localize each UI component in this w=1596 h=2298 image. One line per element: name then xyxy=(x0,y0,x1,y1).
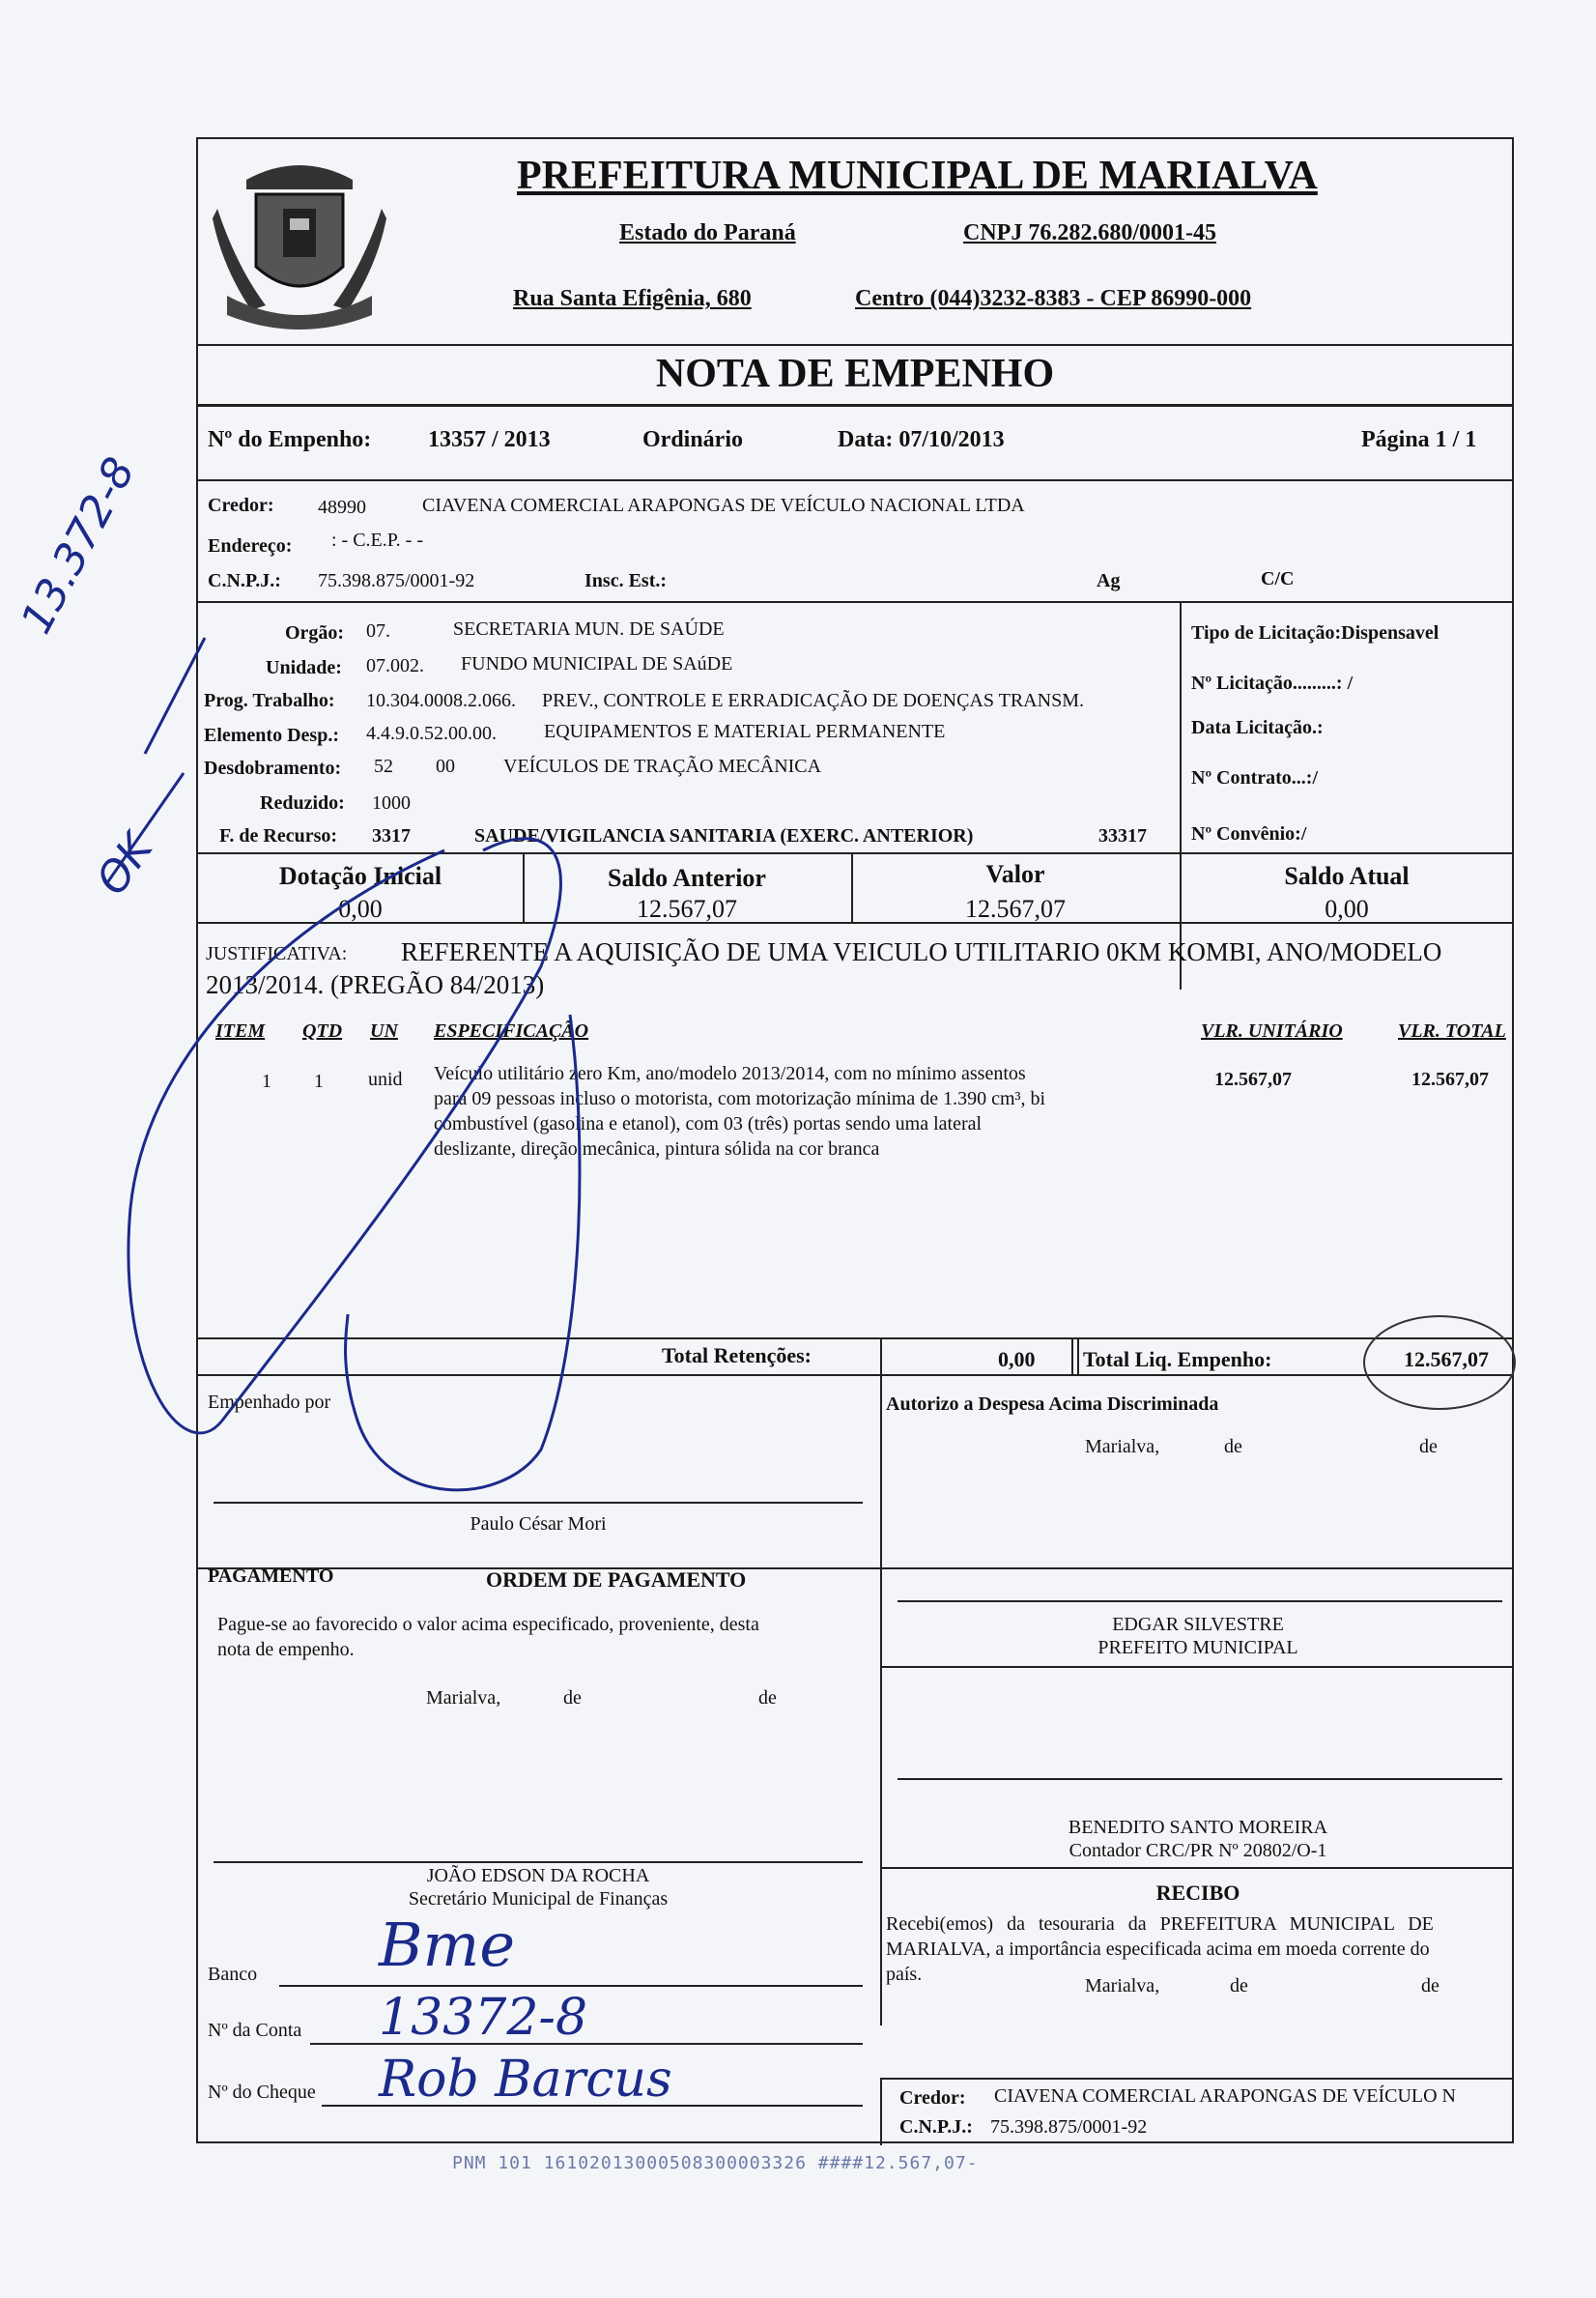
total-liq-value: 12.567,07 xyxy=(1404,1347,1489,1371)
total-liq-label: Total Liq. Empenho: xyxy=(1083,1347,1272,1371)
margin-handwritten-number: 13.372-8 xyxy=(12,449,145,642)
ag-label: Ag xyxy=(1097,570,1121,591)
cnpj-header: CNPJ 76.282.680/0001-45 xyxy=(963,220,1216,245)
contador-role: Contador CRC/PR Nº 20802/O-1 xyxy=(1069,1840,1327,1861)
secretario-name: JOÃO EDSON DA ROCHA xyxy=(426,1865,650,1886)
pagamento-text-2: nota de empenho. xyxy=(217,1639,355,1660)
col-vlr-total: VLR. TOTAL xyxy=(1398,1020,1506,1042)
margin-handwritten-ok: OK xyxy=(87,824,163,905)
secretario-role: Secretário Municipal de Finanças xyxy=(408,1888,669,1910)
autorizo-de-1: de xyxy=(1224,1436,1242,1457)
credor-label: Credor: xyxy=(208,495,274,516)
orgao-code: 07. xyxy=(366,620,390,642)
col-item: ITEM xyxy=(215,1020,266,1042)
insc-est-label: Insc. Est.: xyxy=(584,570,668,591)
numero-convenio: Nº Convênio:/ xyxy=(1191,823,1307,845)
rodape-credor-name: CIAVENA COMERCIAL ARAPONGAS DE VEÍCULO N xyxy=(994,2085,1456,2107)
valor-value: 12.567,07 xyxy=(965,895,1066,923)
dotacao-inicial-value: 0,00 xyxy=(338,895,383,923)
valor-label: Valor xyxy=(985,860,1045,888)
item-number: 1 xyxy=(262,1071,271,1092)
empenho-type: Ordinário xyxy=(642,427,744,452)
col-qtd: QTD xyxy=(302,1020,343,1042)
justificativa-label: JUSTIFICATIVA: xyxy=(206,943,348,964)
item-spec-line-4: deslizante, direção mecânica, pintura sólida na cor branca xyxy=(434,1138,880,1160)
district-phone: Centro (044)3232-8383 - CEP 86990-000 xyxy=(855,286,1252,311)
institution-title: PREFEITURA MUNICIPAL DE MARIALVA xyxy=(517,154,1318,198)
prog-code: 10.304.0008.2.066. xyxy=(366,690,516,711)
saldo-anterior-label: Saldo Anterior xyxy=(608,864,766,892)
col-vlr-unitario: VLR. UNITÁRIO xyxy=(1201,1020,1343,1042)
empenhado-por-label: Empenhado por xyxy=(208,1392,331,1413)
endereco-label: Endereço: xyxy=(208,535,293,557)
credor-name: CIAVENA COMERCIAL ARAPONGAS DE VEÍCULO NACIONAL LTDA xyxy=(422,495,1025,516)
state-name: Estado do Paraná xyxy=(619,220,796,245)
item-vlr-total: 12.567,07 xyxy=(1411,1069,1489,1090)
fonte-code2: 33317 xyxy=(1098,825,1147,847)
prefeito-name: EDGAR SILVESTRE xyxy=(1112,1614,1284,1635)
autorizo-place: Marialva, xyxy=(1085,1436,1160,1457)
saldo-atual-label: Saldo Atual xyxy=(1284,862,1410,890)
saldo-atual-value: 0,00 xyxy=(1325,895,1369,923)
elemento-code: 4.4.9.0.52.00.00. xyxy=(366,723,497,744)
orgao-label: Orgão: xyxy=(285,622,345,644)
desdobramento-desc: VEÍCULOS DE TRAÇÃO MECÂNICA xyxy=(503,756,822,777)
data-licitacao: Data Licitação.: xyxy=(1191,717,1324,738)
reduzido-code: 1000 xyxy=(372,792,411,814)
dotacao-inicial-label: Dotação Inicial xyxy=(278,862,442,890)
rodape-cnpj: 75.398.875/0001-92 xyxy=(990,2116,1148,2138)
prefeito-role: PREFEITO MUNICIPAL xyxy=(1097,1637,1298,1658)
banco-handwritten: Bme xyxy=(379,1910,516,1980)
autorizo-label: Autorizo a Despesa Acima Discriminada xyxy=(886,1393,1219,1415)
ordem-pagamento-label: ORDEM DE PAGAMENTO xyxy=(486,1567,747,1592)
desdobramento-code2: 00 xyxy=(436,756,455,777)
recibo-de-2: de xyxy=(1421,1975,1439,1996)
cheque-label: Nº do Cheque xyxy=(208,2082,316,2103)
saldo-anterior-value: 12.567,07 xyxy=(637,895,737,923)
fonte-desc: SAUDE/VIGILANCIA SANITARIA (EXERC. ANTERIOR) xyxy=(474,825,974,847)
cc-label: C/C xyxy=(1261,568,1295,589)
pagamento-de-2: de xyxy=(758,1687,777,1709)
address: Rua Santa Efigênia, 680 xyxy=(513,286,752,311)
justificativa-text-1: REFERENTE A AQUISIÇÃO DE UMA VEICULO UTILITARIO 0KM KOMBI, ANO/MODELO xyxy=(401,937,1442,966)
unidade-label: Unidade: xyxy=(266,657,342,678)
rodape-cnpj-label: C.N.P.J.: xyxy=(899,2116,973,2138)
document-title: NOTA DE EMPENHO xyxy=(655,352,1055,396)
recibo-text-2: MARIALVA, a importância especificada acima em moeda corrente do xyxy=(886,1939,1430,1960)
reduzido-label: Reduzido: xyxy=(260,792,345,814)
recibo-label: RECIBO xyxy=(1155,1881,1240,1905)
total-retencoes-label: Total Retenções: xyxy=(662,1343,812,1367)
recibo-de-1: de xyxy=(1230,1975,1248,1996)
item-qtd: 1 xyxy=(314,1071,324,1092)
pagamento-place: Marialva, xyxy=(426,1687,501,1709)
prog-desc: PREV., CONTROLE E ERRADICAÇÃO DE DOENÇAS TRANSM. xyxy=(542,690,1084,711)
item-un: unid xyxy=(368,1069,403,1090)
total-retencoes-value: 0,00 xyxy=(998,1347,1036,1371)
conta-label: Nº da Conta xyxy=(208,2020,302,2041)
recibo-text-1: Recebi(emos) da tesouraria da PREFEITURA MUNICIPAL DE xyxy=(886,1913,1434,1935)
pagamento-label: PAGAMENTO xyxy=(208,1566,334,1587)
empenho-number: 13357 / 2013 xyxy=(428,427,551,452)
tipo-licitacao: Tipo de Licitação:Dispensavel xyxy=(1191,622,1439,644)
rodape-credor-label: Credor: xyxy=(899,2087,966,2109)
credor-cnpj-label: C.N.P.J.: xyxy=(208,570,281,591)
col-especificacao: ESPECIFICAÇÃO xyxy=(434,1020,589,1042)
credor-cnpj: 75.398.875/0001-92 xyxy=(318,570,475,591)
item-spec-line-3: combustível (gasolina e etanol), com 03 (três) portas sendo uma lateral xyxy=(434,1113,983,1135)
desdobramento-label: Desdobramento: xyxy=(204,758,342,779)
pagamento-de-1: de xyxy=(563,1687,582,1709)
unidade-desc: FUNDO MUNICIPAL DE SAúDE xyxy=(461,653,733,675)
recibo-place: Marialva, xyxy=(1085,1975,1160,1996)
unidade-code: 07.002. xyxy=(366,655,424,676)
autorizo-de-2: de xyxy=(1419,1436,1438,1457)
fonte-label: F. de Recurso: xyxy=(219,825,338,847)
recibo-text-3: país. xyxy=(886,1964,923,1985)
item-vlr-unitario: 12.567,07 xyxy=(1214,1069,1292,1090)
item-spec-line-1: Veículo utilitário zero Km, ano/modelo 2013/2014, com no mínimo assentos xyxy=(434,1063,1026,1084)
page-number: Página 1 / 1 xyxy=(1361,427,1477,452)
prog-label: Prog. Trabalho: xyxy=(204,690,335,711)
col-un: UN xyxy=(370,1020,398,1042)
justificativa-text-2: 2013/2014. (PREGÃO 84/2013) xyxy=(206,970,545,999)
cheque-code: PNM 101 16102013000508300003326 ####12.567,07- xyxy=(452,2153,979,2173)
numero-contrato: Nº Contrato...:/ xyxy=(1191,767,1319,789)
empenho-number-label: Nº do Empenho: xyxy=(208,427,372,452)
conta-handwritten: 13372-8 xyxy=(379,1989,588,2047)
item-spec-line-2: para 09 pessoas incluso o motorista, com motorização mínima de 1.390 cm³, bi xyxy=(434,1088,1046,1109)
elemento-desc: EQUIPAMENTOS E MATERIAL PERMANENTE xyxy=(544,721,946,742)
orgao-desc: SECRETARIA MUN. DE SAÚDE xyxy=(453,618,725,640)
endereco-value: : - C.E.P. - - xyxy=(331,530,423,551)
elemento-label: Elemento Desp.: xyxy=(204,725,339,746)
cheque-handwritten: Rob Barcus xyxy=(379,2051,672,2109)
banco-label: Banco xyxy=(208,1964,258,1985)
fonte-code: 3317 xyxy=(372,825,411,847)
empenhado-por-name: Paulo César Mori xyxy=(470,1513,607,1535)
contador-name: BENEDITO SANTO MOREIRA xyxy=(1068,1817,1328,1838)
credor-code: 48990 xyxy=(318,497,366,518)
empenho-date: Data: 07/10/2013 xyxy=(838,427,1005,452)
pagamento-text-1: Pague-se ao favorecido o valor acima especificado, proveniente, desta xyxy=(217,1614,759,1635)
desdobramento-code: 52 xyxy=(374,756,393,777)
numero-licitacao: Nº Licitação.........: / xyxy=(1191,673,1354,694)
